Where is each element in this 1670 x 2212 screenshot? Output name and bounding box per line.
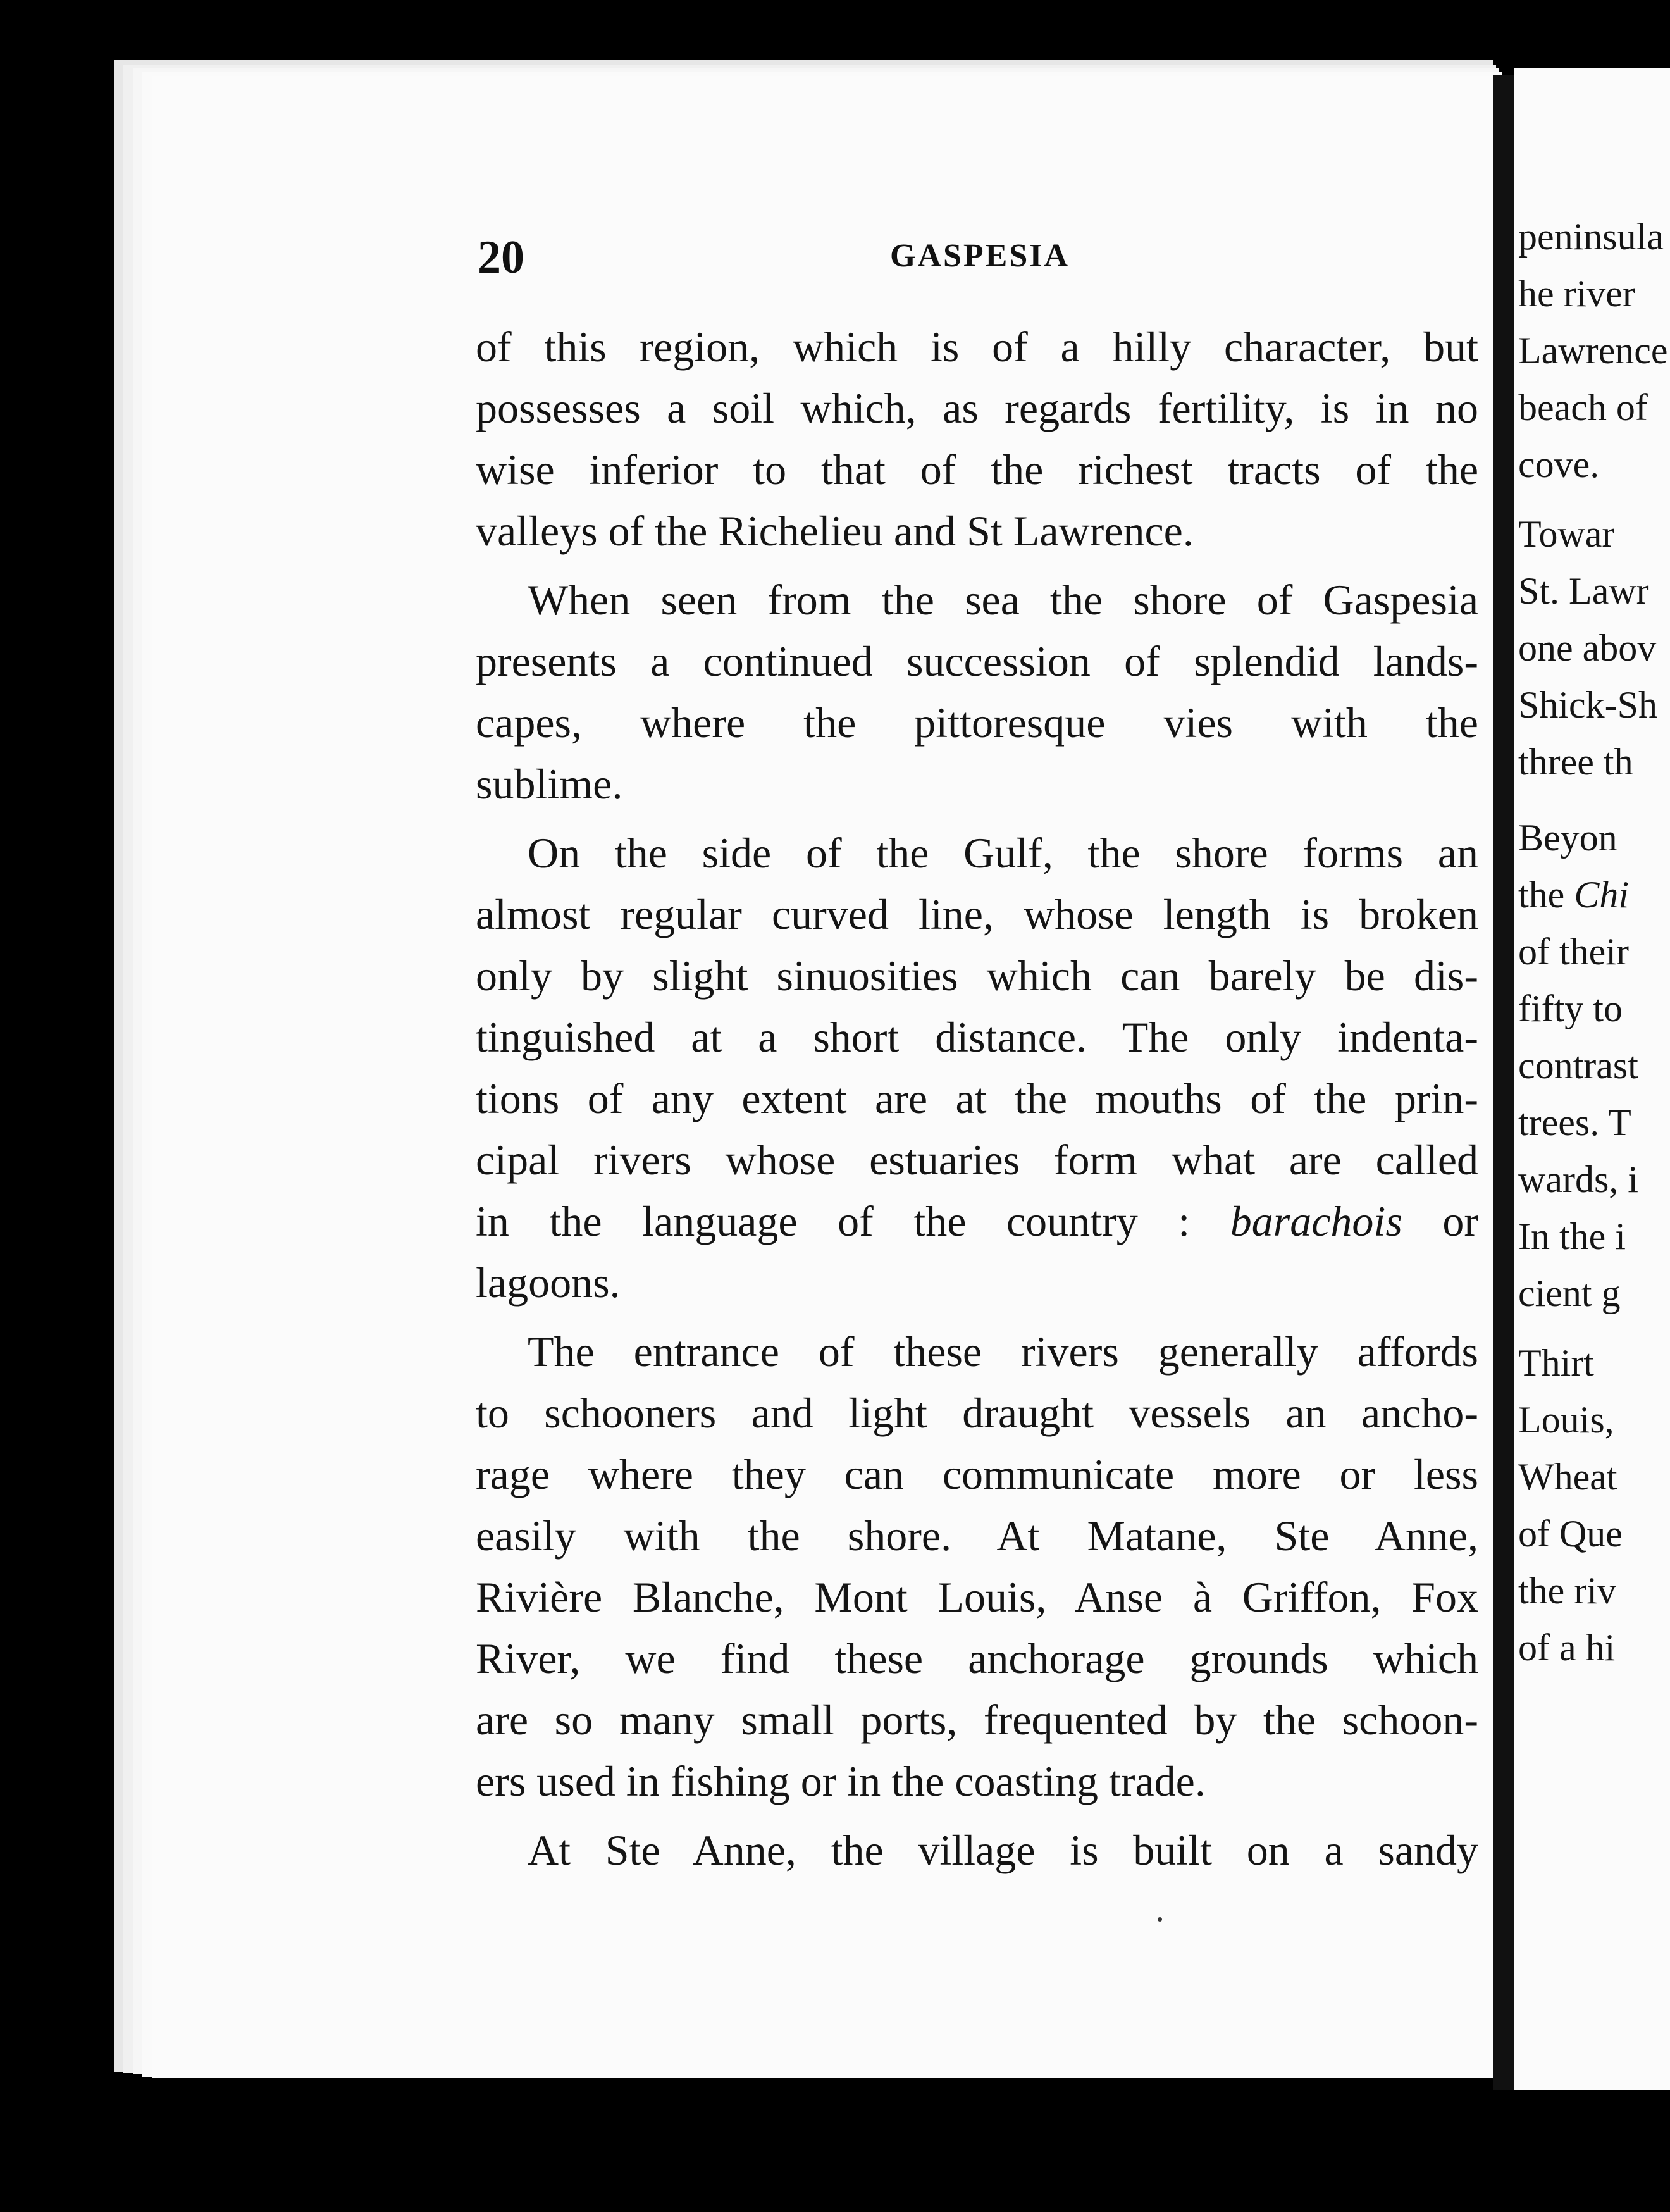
text-line: At Ste Anne, the village is built on a sandy: [528, 1826, 1478, 1874]
facing-page-line: of their: [1518, 931, 1629, 972]
text-line: presents a continued succession of splendid lands-: [476, 637, 1478, 685]
text-line: On the side of the Gulf, the shore forms an: [528, 829, 1478, 877]
text-line: ers used in fishing or in the coasting trade.: [476, 1757, 1206, 1805]
text-line: tinguished at a short distance. The only indenta-: [476, 1013, 1478, 1061]
facing-page-line: of a hi: [1518, 1627, 1616, 1668]
text-line: rage where they can communicate more or less: [476, 1450, 1478, 1498]
facing-page-line: wards, i: [1518, 1159, 1638, 1200]
running-head: [478, 231, 1478, 288]
facing-page-line: Louis,: [1518, 1399, 1614, 1441]
running-title: GASPESIA: [890, 238, 1070, 274]
book-gutter: [1493, 75, 1514, 2090]
text-segment: or: [1442, 1197, 1478, 1245]
facing-page-line: In the i: [1518, 1215, 1626, 1257]
text-line: The entrance of these rivers generally affords: [528, 1327, 1478, 1376]
body-text: [476, 316, 1478, 1881]
text-line: to schooners and light draught vessels an ancho-: [476, 1389, 1478, 1437]
text-line: When seen from the sea the shore of Gaspesia: [528, 576, 1478, 624]
text-line: are so many small ports, frequented by the schoon-: [476, 1696, 1478, 1744]
facing-page-line: of Que: [1518, 1513, 1623, 1555]
facing-page: [1514, 68, 1670, 2090]
text-line: easily with the shore. At Matane, Ste Anne,: [476, 1512, 1478, 1560]
facing-page-line: the riv: [1518, 1570, 1616, 1612]
text-line: sublime.: [476, 760, 623, 808]
page-number: 20: [478, 232, 524, 283]
facing-page-line: Wheat: [1518, 1456, 1617, 1498]
facing-page-line: three th: [1518, 741, 1633, 783]
text-segment: in the language of the country :: [476, 1197, 1191, 1245]
ink-speck: [1158, 1917, 1162, 1922]
facing-page-line: Shick-Sh: [1518, 684, 1658, 726]
italic-term: barachois: [1230, 1197, 1402, 1245]
text-line: River, we find these anchorage grounds which: [476, 1634, 1478, 1682]
text-line: tions of any extent are at the mouths of the prin-: [476, 1074, 1478, 1122]
text-line: almost regular curved line, whose length is broken: [476, 890, 1478, 938]
facing-page-line: Towar: [1518, 513, 1615, 555]
facing-page-line: he river: [1518, 273, 1635, 314]
text-line: only by slight sinuosities which can barely be dis-: [476, 952, 1478, 1000]
text-line: lagoons.: [476, 1258, 621, 1307]
text-line: possesses a soil which, as regards fertility, is in no: [476, 384, 1478, 432]
facing-page-line: peninsula: [1518, 216, 1664, 258]
text-line: capes, where the pittoresque vies with the: [476, 699, 1478, 747]
facing-page-line: Beyon: [1518, 817, 1617, 859]
text-line: of this region, which is of a hilly character, but: [476, 323, 1478, 371]
facing-page-line: trees. T: [1518, 1102, 1631, 1143]
facing-page-line: one abov: [1518, 627, 1657, 669]
text-line: Rivière Blanche, Mont Louis, Anse à Griffon, Fox: [476, 1573, 1478, 1621]
facing-page-line: fifty to: [1518, 988, 1623, 1029]
facing-page-line: Lawrence: [1518, 330, 1668, 371]
facing-page-line: St. Lawr: [1518, 570, 1649, 612]
text-line: wise inferior to that of the richest tracts of the: [476, 445, 1478, 494]
text-line-with-italic: [476, 1191, 1478, 1252]
text-line: cipal rivers whose estuaries form what are called: [476, 1136, 1478, 1184]
facing-page-line: cove.: [1518, 444, 1600, 485]
facing-page-line: contrast: [1518, 1045, 1638, 1086]
facing-page-line: beach of: [1518, 387, 1648, 428]
facing-page-line: cient g: [1518, 1272, 1621, 1314]
facing-page-line: the Chi: [1518, 874, 1630, 916]
text-line: valleys of the Richelieu and St Lawrence.: [476, 507, 1194, 555]
facing-page-line: Thirt: [1518, 1342, 1594, 1384]
